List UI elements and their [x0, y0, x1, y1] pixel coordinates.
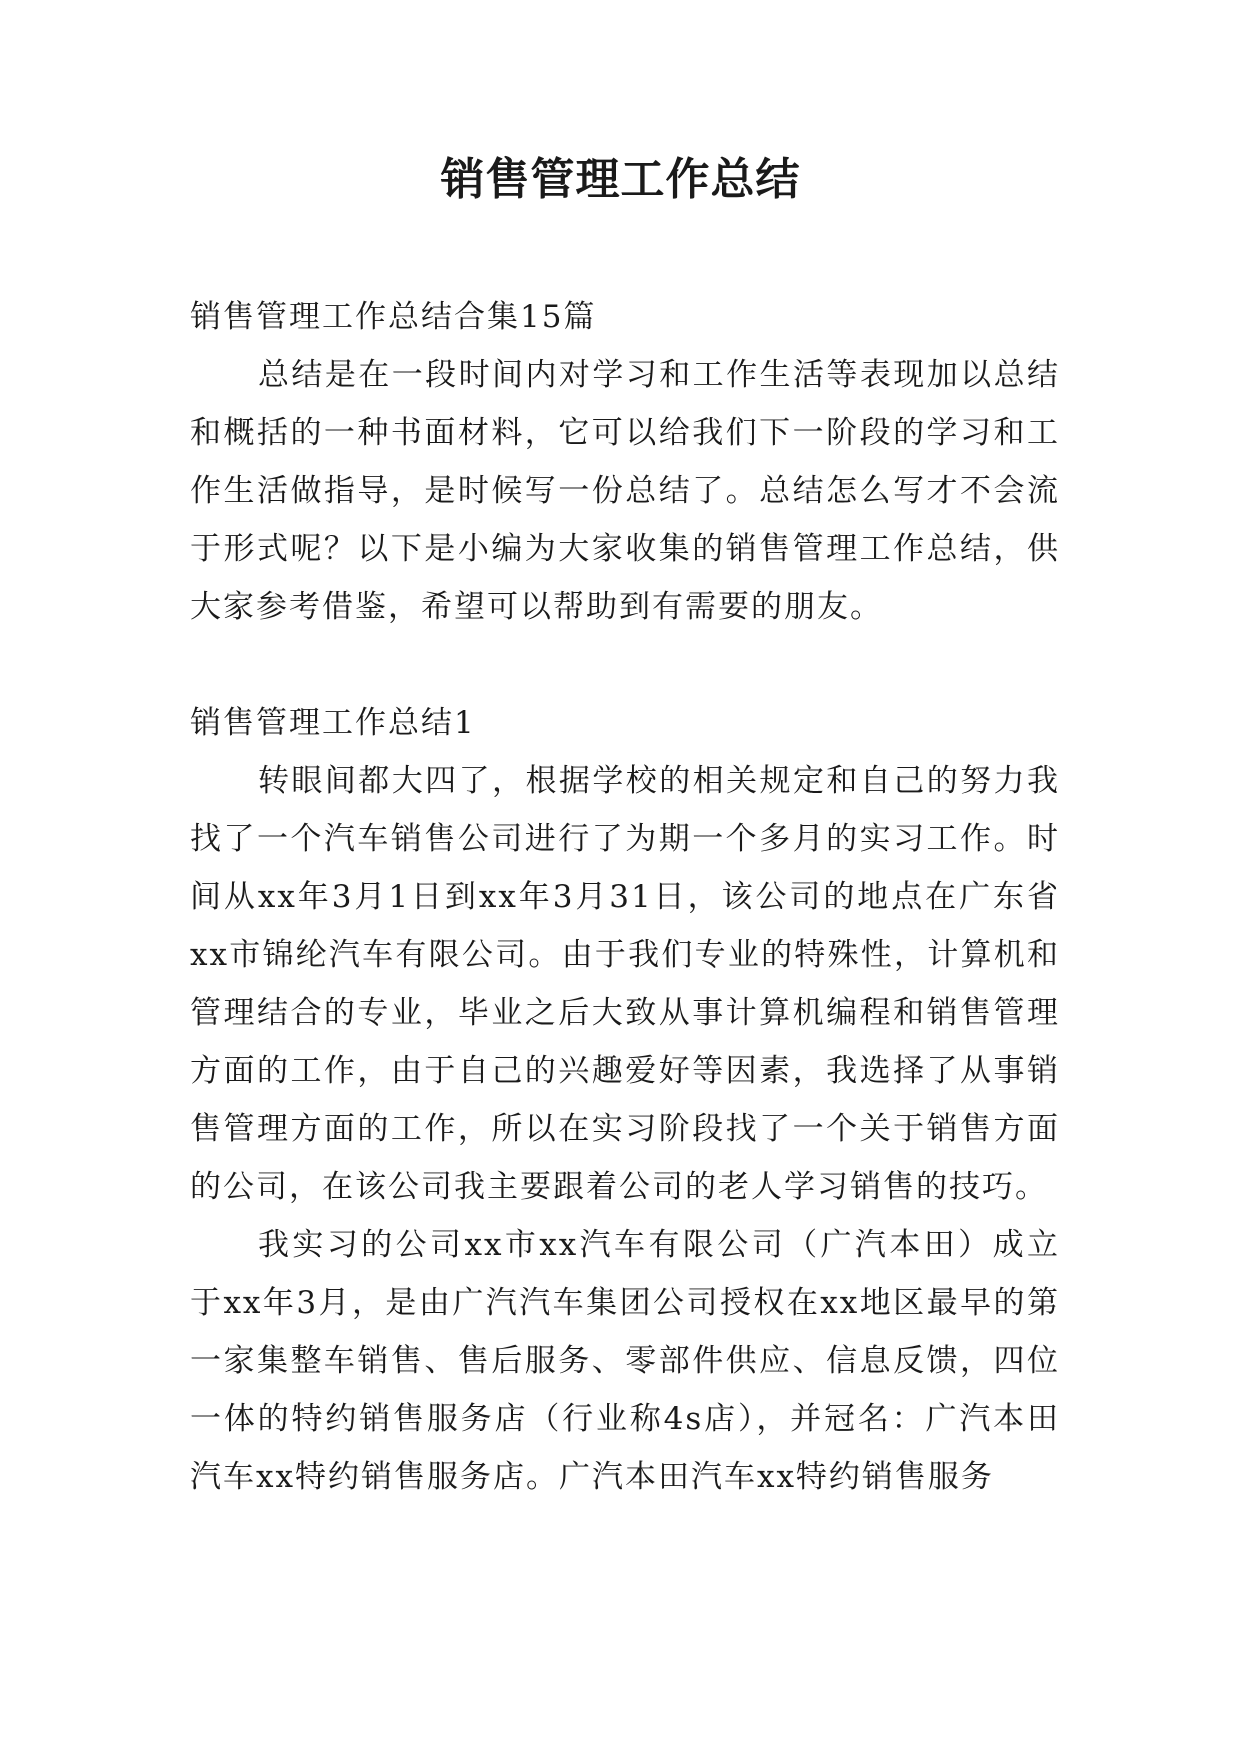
page-title: 销售管理工作总结 — [440, 154, 801, 205]
collection-heading: 销售管理工作总结合集15篇 — [190, 299, 597, 335]
section-spacer — [190, 636, 1060, 694]
document-body — [190, 288, 1060, 1506]
body-paragraph: 转眼间都大四了，根据学校的相关规定和自己的努力我找了一个汽车销售公司进行了为期一个多月的实习工作。时间从xx年3月1日到xx年3月31日，该公司的地点在广东省xx市锦纶汽车有限公司。由于我们专业的特殊性，计算机和管理结合的专业，毕业之后大致从事计算机编程和销售管理方面的工作，由于自己的兴趣爱好等因素，我选择了从事销售管理方面的工作，所以在实习阶段找了一个关于销售方面的公司，在该公司我主要跟着公司的老人学习销售的技巧。 — [190, 763, 1060, 1205]
section-heading: 销售管理工作总结1 — [190, 705, 476, 741]
intro-paragraph: 总结是在一段时间内对学习和工作生活等表现加以总结和概括的一种书面材料，它可以给我们下一阶段的学习和工作生活做指导，是时候写一份总结了。总结怎么写才不会流于形式呢？以下是小编为大家收集的销售管理工作总结，供大家参考借鉴，希望可以帮助到有需要的朋友。 — [190, 357, 1060, 625]
body-paragraph: 我实习的公司xx市xx汽车有限公司（广汽本田）成立于xx年3月，是由广汽汽车集团公司授权在xx地区最早的第一家集整车销售、售后服务、零部件供应、信息反馈，四位一体的特约销售服务店（行业称4s店），并冠名：广汽本田汽车xx特约销售服务店。广汽本田汽车xx特约销售服务 — [190, 1227, 1060, 1495]
